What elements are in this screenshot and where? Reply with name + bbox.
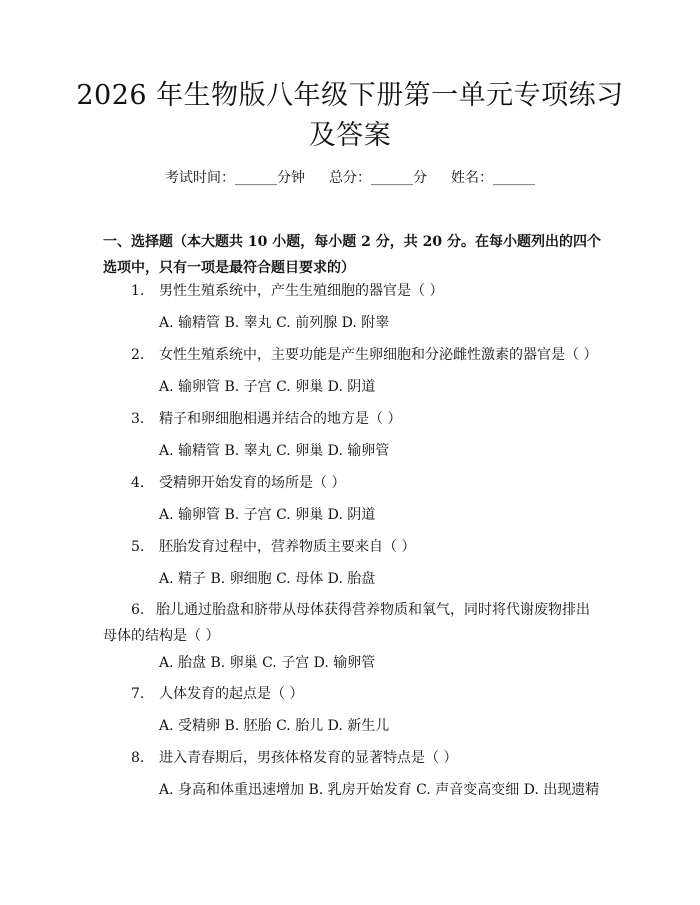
question-2 [131, 342, 597, 368]
question-text: 进入青春期后，男孩体格发育的显著特点是（ ） [159, 750, 458, 766]
question-number: 7. [131, 686, 145, 702]
section-heading: 一、选择题（本大题共 10 小题，每小题 2 分，共 20 分。在每小题列出的四个选项中，只有一项是最符合题目要求的） [103, 234, 601, 276]
question-text: 胚胎发育过程中，营养物质主要来自（ ） [159, 539, 416, 555]
question-6-options: A. 胎盘 B. 卵巢 C. 子宫 D. 输卵管 [159, 655, 376, 671]
question-text: 女性生殖系统中，主要功能是产生卵细胞和分泌雌性激素的器官是（ ） [159, 347, 598, 363]
question-number: 2. [131, 347, 145, 363]
question-5 [131, 534, 415, 560]
question-number: 3. [131, 411, 145, 427]
question-text: 男性生殖系统中，产生生殖细胞的器官是（ ） [159, 283, 444, 299]
document-title [60, 76, 640, 156]
exam-info [0, 168, 700, 188]
question-6 [103, 597, 603, 649]
question-number: 1. [131, 283, 145, 299]
question-1 [131, 278, 443, 304]
question-8 [131, 745, 457, 771]
question-number: 4. [131, 475, 145, 491]
question-2-options: A. 输卵管 B. 子宫 C. 卵巢 D. 阴道 [159, 379, 376, 395]
question-7 [131, 681, 303, 707]
question-number: 8. [131, 750, 145, 766]
question-text: 受精卵开始发育的场所是（ ） [159, 475, 346, 491]
total-score: 总分：______分 [329, 170, 427, 186]
question-text: 人体发育的起点是（ ） [159, 686, 304, 702]
question-number: 5. [131, 539, 145, 555]
question-8-options: A. 身高和体重迅速增加 B. 乳房开始发育 C. 声音变高变细 D. 出现遗精 [159, 782, 600, 798]
title-line-2: 及答案 [308, 120, 392, 151]
title-line-1: 2026 年生物版八年级下册第一单元专项练习 [76, 80, 624, 111]
question-7-options: A. 受精卵 B. 胚胎 C. 胎儿 D. 新生儿 [159, 718, 390, 734]
question-text: 胎儿通过胎盘和脐带从母体获得营养物质和氧气，同时将代谢废物排出母体的结构是（ ） [103, 602, 590, 644]
question-4-options: A. 输卵管 B. 子宫 C. 卵巢 D. 阴道 [159, 507, 376, 523]
question-3-options: A. 输精管 B. 睾丸 C. 卵巢 D. 输卵管 [159, 443, 390, 459]
student-name: 姓名：______ [451, 170, 535, 186]
question-5-options: A. 精子 B. 卵细胞 C. 母体 D. 胎盘 [159, 571, 376, 587]
question-4 [131, 470, 345, 496]
exam-time: 考试时间：______分钟 [165, 170, 305, 186]
question-3 [131, 406, 401, 432]
question-number: 6. [131, 602, 145, 618]
question-1-options: A. 输精管 B. 睾丸 C. 前列腺 D. 附睾 [159, 315, 390, 331]
question-text: 精子和卵细胞相遇并结合的地方是（ ） [159, 411, 402, 427]
